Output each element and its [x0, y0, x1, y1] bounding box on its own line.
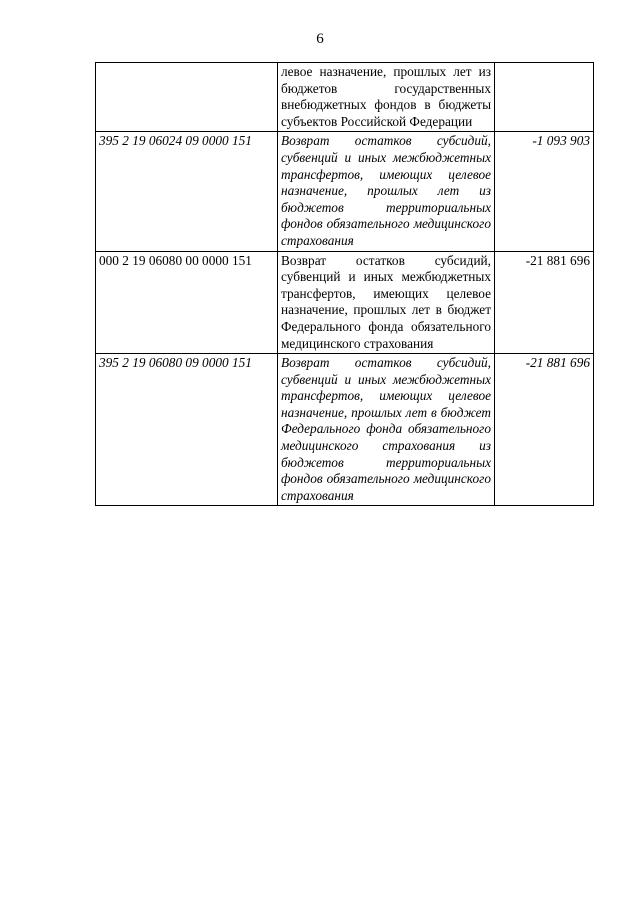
table-row [96, 63, 594, 132]
amount-value: -21 881 696 [495, 251, 594, 354]
table-row [96, 354, 594, 506]
budget-classification-code: 395 2 19 06080 09 0000 151 [96, 354, 278, 506]
budget-classification-code: 395 2 19 06024 09 0000 151 [96, 132, 278, 251]
amount-value [495, 63, 594, 132]
budget-classification-code: 000 2 19 06080 00 0000 151 [96, 251, 278, 354]
budget-table [95, 62, 594, 506]
amount-value: -1 093 903 [495, 132, 594, 251]
page-number: 6 [316, 31, 324, 47]
budget-classification-code [96, 63, 278, 132]
table-row [96, 132, 594, 251]
revenue-item-name: Возврат остатков субсидий, субвенций и иных межбюджетных трансфертов, имеющих целевое назначение, прошлых лет в бюджет Федерального фонда обязательного медицинского страхования [278, 251, 495, 354]
amount-value: -21 881 696 [495, 354, 594, 506]
revenue-item-name: левое назначение, прошлых лет из бюджетов государственных внебюджетных фондов в бюджеты субъектов Российской Федерации [278, 63, 495, 132]
revenue-item-name: Возврат остатков субсидий, субвенций и иных межбюджетных трансфертов, имеющих целевое назначение, прошлых лет из бюджетов территориальных фондов обязательного медицинского страхования [278, 132, 495, 251]
revenue-item-name: Возврат остатков субсидий, субвенций и иных межбюджетных трансфертов, имеющих целевое назначение, прошлых лет в бюджет Федерального фонда обязательного медицинского страхования из бюджетов территориальных фондов обязательного медицинского страхования [278, 354, 495, 506]
table-row [96, 251, 594, 354]
